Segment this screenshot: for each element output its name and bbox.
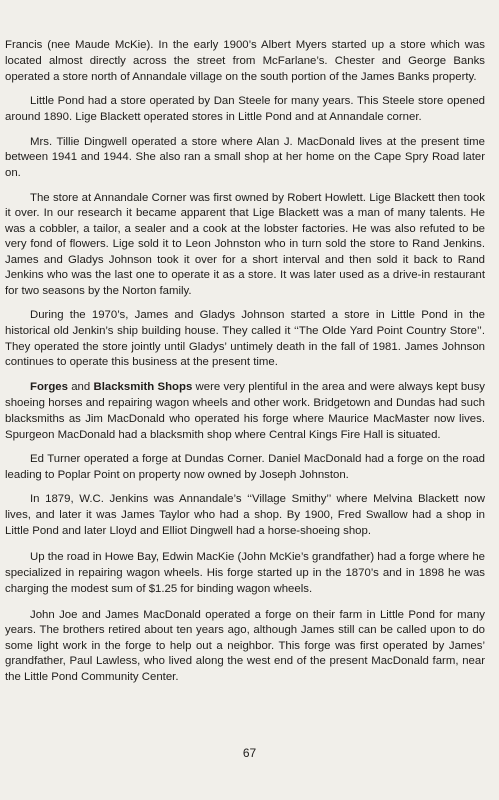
heading-forges: Forges (30, 380, 68, 393)
paragraph-howe-bay: Up the road in Howe Bay, Edwin MacKie (John McKie’s grandfather) had a forge where he specialized in repairing wagon wheels. His forge started up in the 1870’s and in 1898 he was charging the modest sum of $1.25 for binding wagon wheels. (5, 551, 485, 595)
paragraph-stores-continued: Francis (nee Maude McKie). In the early 1900’s Albert Myers started up a store which was located almost directly across the street from McFarlane’s. Chester and George Banks operated a store north of Annandale village on the south portion of the James Banks property. (5, 39, 485, 83)
paragraph-forges (5, 380, 485, 444)
paragraph-forges-text: were very plentiful in the area and were always kept busy shoeing horses and repairing wagon wheels and other work. Bridgetown and Dundas had such blacksmiths as Jim MacDonald who operated his forge where Maurice MacMaster now lives. Spurgeon MacDonald had a blacksmith shop where Central Kings Fire Hall is situated. (5, 380, 485, 441)
heading-connector: and (67, 380, 94, 393)
paragraph-macdonald-forge: John Joe and James MacDonald operated a forge on their farm in Little Pond for many years. The brothers retired about ten years ago, although James still can be called upon to do some light work in the forge to help out a neighbor. This forge was first operated by James’ grandfather, Paul Lawless, who lived along the west end of the present MacDonald farm, near the Little Pond Community Center. (5, 608, 485, 683)
paragraph-1970s-store: During the 1970’s, James and Gladys Johnson started a store in Little Pond in the historical old Jenkin’s ship building house. They called it ‘‘The Olde Yard Point Country Store’’. They operated the store jointly until Gladys’ untimely death in the fall of 1981. James Johnson continues to operate this business at the present time. (5, 308, 485, 369)
paragraph-ed-turner: Ed Turner operated a forge at Dundas Corner. Daniel MacDonald had a forge on the road leading to Poplar Point on property now owned by Joseph Johnston. (5, 453, 485, 481)
heading-blacksmith-shops: Blacksmith Shops (93, 380, 193, 393)
body-text (5, 38, 485, 694)
paragraph-tillie-dingwell: Mrs. Tillie Dingwell operated a store where Alan J. MacDonald lives at the present time between 1941 and 1944. She also ran a small shop at her home on the Cape Spry Road later on. (5, 135, 485, 180)
paragraph-annandale-corner: The store at Annandale Corner was first owned by Robert Howlett. Lige Blackett then took it over. In our research it became apparent that Lige Blackett was a man of many talents. He was a cobbler, a tailor, a sealer and a cook at the lobster factories. He was also refuted to be very fond of flowers. Lige sold it to Leon Johnston who in turn sold the store to Rand Jenkins. James and Gladys Johnson took it over for a short interval and then sold it back to Rand Jenkins who was the last one to operate it as a store. It was later used as a drive-in restaurant for two seasons by the Norton family. (5, 191, 485, 297)
paragraph-little-pond-store: Little Pond had a store operated by Dan Steele for many years. This Steele store opened around 1890. Lige Blackett operated stores in Little Pond and at Annandale corner. (5, 95, 485, 124)
page-number: 67 (242, 746, 257, 760)
paragraph-village-smithy: In 1879, W.C. Jenkins was Annandale’s ‘‘Village Smithy’’ where Melvina Blackett now lives, and later it was James Taylor who had a shop. By 1900, Fred Swallow had a shop in Little Pond and later Lloyd and Elliot Dingwell had a horse-shoeing shop. (5, 493, 485, 538)
